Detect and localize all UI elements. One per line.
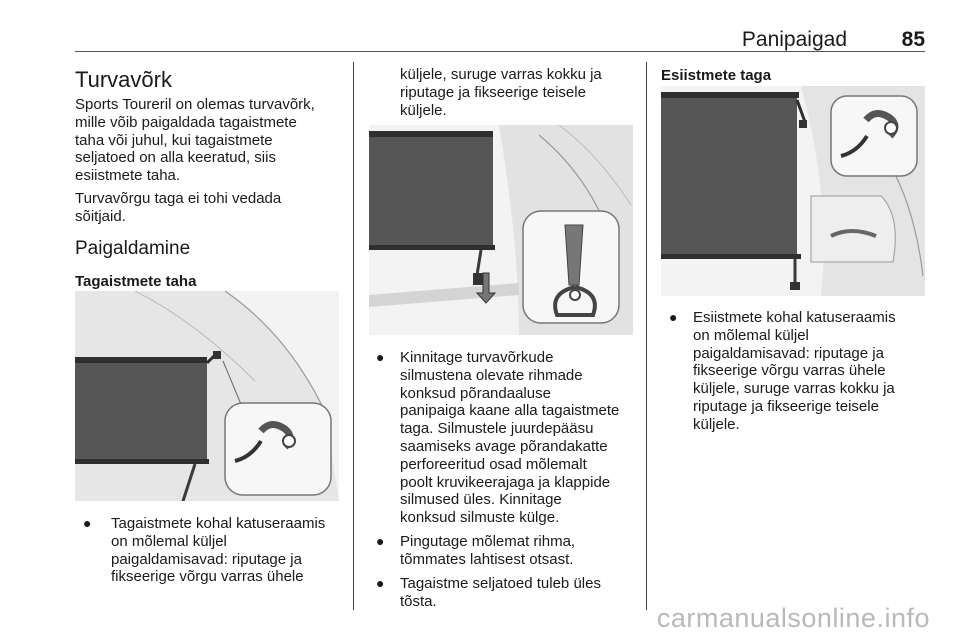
text-line: küljele. — [400, 101, 447, 119]
heading-turvavork: Turvavõrk — [75, 67, 172, 92]
text-line: paigaldamisavad: riputage ja — [111, 550, 302, 568]
figure-front-seats — [661, 86, 925, 296]
bullet-dot: ● — [376, 533, 385, 549]
text-line: mille võib paigaldada tagaistmete — [75, 113, 297, 131]
bullet-dot: ● — [83, 515, 92, 531]
heading-tagaistmete-taha: Tagaistmete taha — [75, 273, 197, 290]
heading-esiistmete-taga: Esiistmete taga — [661, 67, 772, 84]
column-divider — [646, 62, 647, 610]
text-line: Pingutage mõlemat rihma, — [400, 533, 576, 550]
text-line: küljele, suruge varras kokku ja — [693, 380, 895, 398]
heading-paigaldamine: Paigaldamine — [75, 238, 191, 259]
text-line: Esiistmete kohal katuseraamis — [693, 309, 896, 326]
text-line: Sports Toureril on olemas turvavõrk, — [75, 96, 315, 113]
section-title: Panipaigad — [741, 28, 847, 51]
column-divider — [353, 62, 354, 610]
text-line: küljele. — [693, 415, 740, 433]
paragraph-warning — [75, 190, 281, 226]
bullet-dot: ● — [669, 309, 678, 325]
paragraph-intro — [75, 96, 315, 185]
text-line: konksud põrandaaluse — [400, 384, 551, 402]
text-line: Turvavõrgu taga ei tohi vedada — [75, 190, 282, 207]
text-line: sõitjaid. — [75, 207, 126, 225]
bullet-dot: ● — [376, 575, 385, 591]
text-line: tõmmates lahtisest otsast. — [400, 550, 574, 568]
text-line: on mõlemal küljel — [111, 532, 227, 550]
text-line: silmused üles. Kinnitage — [400, 491, 562, 509]
text-line: on mõlemal küljel — [693, 326, 809, 344]
text-line: Tagaistme seljatoed tuleb üles — [400, 575, 601, 592]
paragraph-continued — [400, 66, 602, 119]
header-rule — [75, 51, 925, 52]
bullet-dot: ● — [376, 349, 385, 365]
text-line: riputage ja fikseerige teisele — [693, 397, 879, 415]
text-line: silmustena olevate rihmade — [400, 366, 583, 384]
text-line: fikseerige võrgu varras ühele — [111, 568, 304, 586]
text-line: konksud silmuste külge. — [400, 509, 560, 527]
text-line: perforeeritud osad mõlemalt — [400, 455, 587, 473]
text-line: saamiseks avage põrandakatte — [400, 437, 608, 455]
text-line: taha või juhul, kui tagaistmete — [75, 131, 273, 149]
figure-rear-seats — [75, 291, 339, 501]
text-line: seljatoed on alla keeratud, siis — [75, 149, 276, 167]
figure-floor-hooks — [369, 125, 633, 335]
page-number: 85 — [901, 28, 925, 51]
text-line: Kinnitage turvavõrkude — [400, 349, 554, 366]
text-line: küljele, suruge varras kokku ja — [400, 66, 602, 83]
text-line: Tagaistmete kohal katuseraamis — [111, 515, 326, 532]
text-line: tõsta. — [400, 592, 437, 610]
page-header — [75, 28, 925, 50]
text-line: esiistmete taha. — [75, 167, 181, 185]
text-line: fikseerige võrgu varras ühele — [693, 362, 886, 380]
watermark: carmanualsonline.info — [656, 603, 930, 633]
text-line: riputage ja fikseerige teisele — [400, 83, 586, 101]
text-line: panipaiga kaane alla tagaistmete — [400, 402, 620, 420]
text-line: poolt kruvikeerajaga ja klappide — [400, 473, 611, 491]
text-line: taga. Silmustele juurdepääsu — [400, 420, 594, 438]
text-line: paigaldamisavad: riputage ja — [693, 344, 884, 362]
